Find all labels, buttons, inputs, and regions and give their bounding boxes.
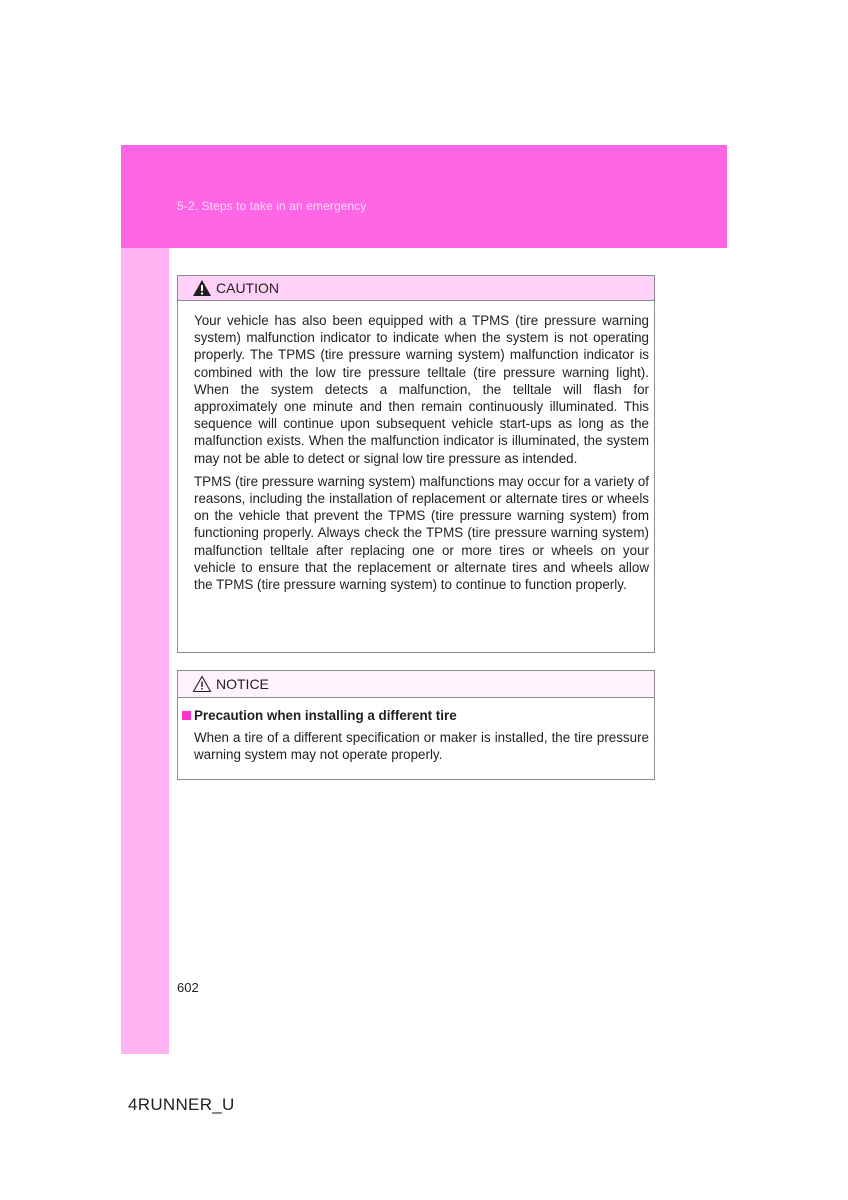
notice-subheading xyxy=(182,707,649,724)
bullet-square-icon xyxy=(182,711,191,720)
notice-body xyxy=(178,698,654,763)
caution-body xyxy=(178,301,654,593)
section-title: 5-2. Steps to take in an emergency xyxy=(177,199,367,213)
header-band xyxy=(121,145,727,248)
caution-box xyxy=(177,275,655,653)
notice-subheading-text: Precaution when installing a different tire xyxy=(194,708,457,723)
side-band xyxy=(121,248,169,1054)
page-number: 602 xyxy=(177,980,199,995)
notice-box xyxy=(177,670,655,780)
notice-triangle-icon xyxy=(192,675,212,693)
caution-paragraph-2: TPMS (tire pressure warning system) malfunctions may occur for a variety of reasons, including the installation of replacement or alternate tires or wheels on the vehicle that prevent the TPMS (tire pressure warning system) from functioning properly. Always check the TPMS (tire pressure warning system) malfunction telltale after replacing one or more tires or wheels on your vehicle to ensure that the replacement or alternate tires and wheels allow the TPMS (tire pressure warning system) to continue to function properly. xyxy=(194,473,649,593)
caution-header xyxy=(178,276,654,301)
caution-label: CAUTION xyxy=(216,280,279,296)
caution-paragraph-1: Your vehicle has also been equipped with a TPMS (tire pressure warning system) malfunction indicator to indicate when the system is not operating properly. The TPMS (tire pressure warning system) malfunction indicator is combined with the low tire pressure telltale (tire pressure warning light). When the system detects a malfunction, the telltale will flash for approximately one minute and then remain continuously illuminated. This sequence will continue upon subsequent vehicle start-ups as long as the malfunction exists. When the malfunction indicator is illuminated, the system may not be able to detect or signal low tire pressure as intended. xyxy=(194,313,649,466)
notice-label: NOTICE xyxy=(216,676,269,692)
notice-paragraph: When a tire of a different specification or maker is installed, the tire pressure warning system may not operate properly. xyxy=(194,730,649,763)
warning-triangle-icon xyxy=(192,279,212,297)
notice-header xyxy=(178,671,654,698)
footer-code: 4RUNNER_U xyxy=(128,1095,235,1114)
